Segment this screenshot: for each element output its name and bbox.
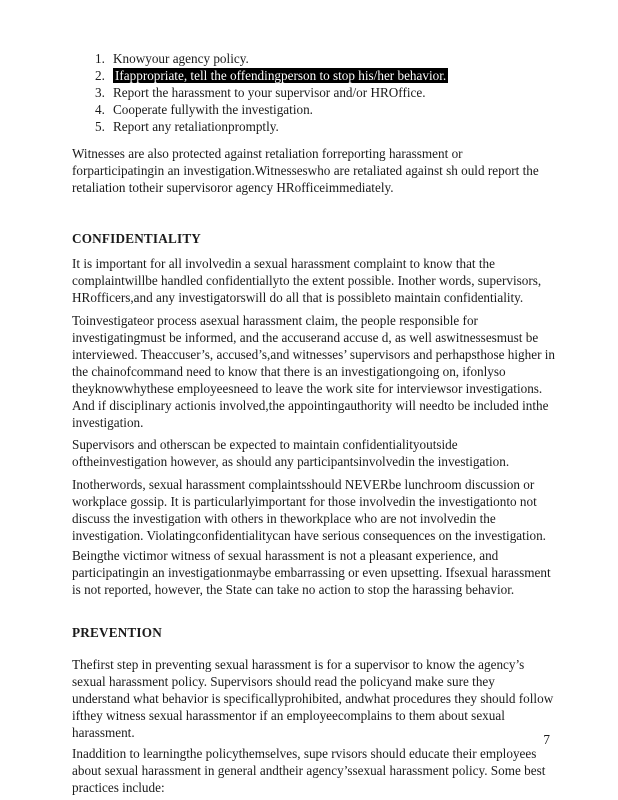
- prevention-heading: PREVENTION: [72, 625, 162, 640]
- confidentiality-paragraph-4: Inotherwords, sexual harassment complaintsshould NEVERbe lunchroom discussion or workplace gossip. It is particularlyimportant for those involvedin the investigationto not discuss the investigation with others in theworkplace who are not involvedin the investigation. Violatingconfidentialitycan have serious consequences on the investigation.: [72, 477, 546, 543]
- confidentiality-paragraph-2: Toinvestigateor process asexual harassment claim, the people responsible for investigatingmust be informed, and the accuserand accuse d, as well aswitnessesmust be interviewed. Theaccuser’s, accused’s,and witnesses’ supervisors and perhapsthose higher in the chainofcommand need to know that there is an investigationgoing on, ifonlyso theyknowwhythese employeesneed to leave the work site for interviewsor investigations. And if disciplinary actionis involved,the appointingauthority will needto be included inthe investigation.: [72, 313, 556, 430]
- confidentiality-paragraph-5: Beingthe victimor witness of sexual harassment is not a pleasant experience, and participatingin an investigationmaybe embarrassing or even upsetting. Ifsexual harassment is not reported, however, the State can take no action to stop the harassing behavior.: [72, 548, 551, 597]
- step-item-5: [72, 118, 556, 135]
- prevention-paragraph-1: Thefirst step in preventing sexual harassment is for a supervisor to know the agency’s sexual harassment policy. Supervisors should read the policyand make sure they understand what behavior is specificallyprohibited, andwhat procedures they should follow ifthey witness sexual harassmentor if an employeecomplains to them about sexual harassment.: [72, 657, 554, 740]
- witnesses-paragraph: Witnesses are also protected against retaliation forreporting harassment or forparticipatingin an investigation.Witnesseswho are retaliated against sh ould report the retaliation totheir supervisoror agency HRofficeimmediately.: [72, 146, 539, 195]
- confidentiality-heading: CONFIDENTIALITY: [72, 231, 202, 246]
- step-item-3: [72, 84, 556, 101]
- confidentiality-paragraph-3: Supervisors and otherscan be expected to maintain confidentialityoutside oftheinvestigation however, as should any participantsinvolvedin the investigation.: [72, 437, 510, 469]
- step-item-2: [72, 67, 556, 84]
- page-number: 7: [543, 732, 550, 747]
- step-text: [113, 67, 556, 84]
- step-text: Report any retaliationpromptly.: [113, 119, 279, 134]
- step-text: Cooperate fullywith the investigation.: [113, 102, 313, 117]
- steps-list: [72, 50, 556, 135]
- step-item-1: [72, 50, 556, 67]
- step-item-4: [72, 101, 556, 118]
- prevention-paragraph-2: Inaddition to learningthe policythemselves, supe rvisors should educate their employees about sexual harassment in general andtheir agency’ssexual harassment policy. Some best practices include:: [72, 746, 546, 795]
- step-text: Report the harassment to your supervisor and/or HROffice.: [113, 85, 426, 100]
- step-number: 4.: [95, 102, 105, 117]
- step-text: Knowyour agency policy.: [113, 51, 249, 66]
- confidentiality-paragraph-1: It is important for all involvedin a sexual harassment complaint to know that the complaintwillbe handled confidentiallyto the extent possible. Inother words, supervisors, HRofficers,and any investigatorswill do all that is possibleto maintain confidentiality.: [72, 256, 542, 305]
- highlighted-step-text: Ifappropriate, tell the offendingperson to stop his/her behavior.: [115, 68, 447, 83]
- step-number: 5.: [95, 119, 105, 134]
- step-number: 1.: [95, 51, 105, 66]
- step-number: 3.: [95, 85, 105, 100]
- step-number: 2.: [95, 68, 105, 83]
